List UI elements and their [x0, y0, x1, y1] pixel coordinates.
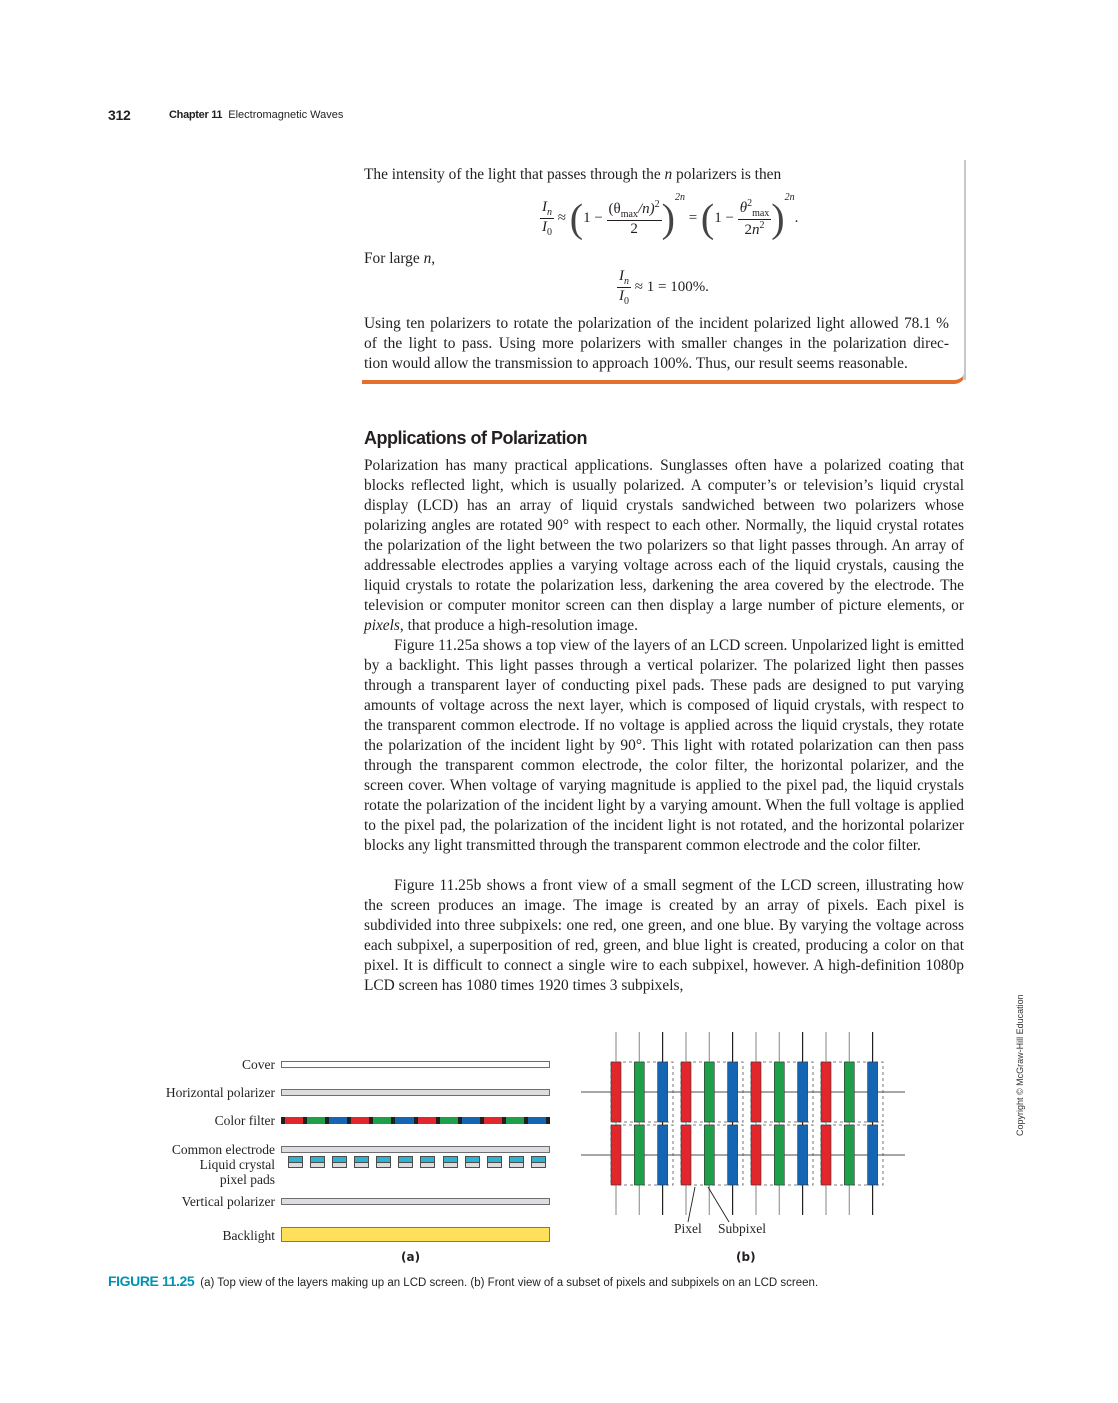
- subpixel-blue: [868, 1062, 878, 1122]
- subpixel-green: [774, 1062, 784, 1122]
- paragraph-2: Figure 11.25a shows a top view of the layers of an LCD screen. Unpolarized light is emitted by a backlight. This light passes through a vertical polarizer. The polarized light then passes through a transparent layer of conducting pixel pads. These pads are designed to put varying amounts of voltage across the next layer, which is composed of liquid crystals, with respect to the transparent common electrode. If no voltage is applied across the liquid crystals, they rotate the polarization of the incident light by 90°. This light with rotated polarization can then pass through the transparent common electrode, the color filter, the horizontal polarizer, and the screen cover. When voltage of varying magnitude is applied to the pixel pad, the liquid crystals rotate the polarization of the incident light by a varying amount. When the full voltage is applied to the pixel pad, the polarization of the incident light is not rotated, and the horizontal polarizer blocks any light transmitted through the transparent common electrode and the color filter.: [364, 637, 964, 854]
- pixel-pad: [487, 1156, 502, 1168]
- pixel-pad: [398, 1156, 413, 1168]
- subpixel-red: [611, 1125, 621, 1185]
- pixel-pad: [288, 1156, 303, 1168]
- panel-b-label: (b): [736, 1250, 756, 1264]
- copyright-notice: Copyright © McGraw-Hill Education: [1015, 994, 1025, 1136]
- filter-blue: [395, 1117, 413, 1124]
- pixel-pad: [310, 1156, 325, 1168]
- subpixel-green: [774, 1125, 784, 1185]
- subpixel-red: [611, 1062, 621, 1122]
- filter-green: [440, 1117, 458, 1124]
- panel-a-label: (a): [401, 1250, 421, 1264]
- label-color-filter: Color filter: [214, 1113, 275, 1128]
- label-cover: Cover: [242, 1057, 275, 1072]
- subpixel-blue: [658, 1062, 668, 1122]
- subpixel-green: [634, 1062, 644, 1122]
- label-horizontal-polarizer: Horizontal polarizer: [165, 1085, 275, 1100]
- page-number: 312: [108, 107, 131, 123]
- chapter-title: Electromagnetic Waves: [228, 109, 344, 121]
- label-backlight: Backlight: [222, 1228, 275, 1243]
- pixel-grid-diagram: [575, 1020, 915, 1230]
- filter-blue: [528, 1117, 546, 1124]
- for-large-n: For large n,: [364, 250, 436, 267]
- equation-2: $\frac{I_n}{I_0}$ ≈ 1 = 100%.: [619, 268, 709, 307]
- subpixel-blue: [658, 1125, 668, 1185]
- example-conclusion-line-1: Using ten polarizers to rotate the polarization of the incident polarized light allowed 78.1 %: [364, 315, 949, 332]
- subpixel-red: [751, 1062, 761, 1122]
- pixel-pad: [420, 1156, 435, 1168]
- example-conclusion-line-3: tion would allow the transmission to approach 100%. Thus, our result seems reasonable.: [364, 355, 908, 372]
- layer-vertical-polarizer: [281, 1198, 550, 1205]
- filter-green: [506, 1117, 524, 1124]
- label-liquid-crystal-pixel-pads: Liquid crystal pixel pads: [199, 1157, 275, 1187]
- subpixel-green: [844, 1062, 854, 1122]
- filter-red: [285, 1117, 303, 1124]
- filter-green: [373, 1117, 391, 1124]
- filter-red: [418, 1117, 436, 1124]
- equation-1: $\frac{I_n}{I_0}$ ≈ (1 − $\frac{(\theta_{max}/n)^2}{2}$ )$^{2n}$ = (1 − $\frac{\theta^2_{max}}{2n^2}$ )$^{2n}$.: [542, 192, 799, 241]
- layer-horizontal-polarizer: [281, 1089, 550, 1096]
- subpixel-blue: [868, 1125, 878, 1185]
- subpixel-red: [681, 1125, 691, 1185]
- pixel-pad: [332, 1156, 347, 1168]
- subpixel-green: [704, 1062, 714, 1122]
- chapter-label: Chapter 11: [169, 109, 223, 121]
- filter-blue: [462, 1117, 480, 1124]
- layer-liquid-crystal-pixel-pads: [288, 1156, 546, 1168]
- paragraph-1: Polarization has many practical applications. Sunglasses often have a polarized coating that blocks reflected light, which is usually polarized. A computer’s or television’s liquid crystal display (LCD) has an array of liquid crystals sandwiched between two polarizers whose polarizing angles are rotated 90° with respect to each other. Normally, the liquid crystal rotates the polarization of the light between the two polarizers so that light passes through. An array of addressable electrodes applies a varying voltage across each of the liquid crystals, causing the liquid crystals to rotate the polarization less, darkening the area covered by the electrode. The television or computer monitor screen can then display a large number of picture elements, or pixels, that produce a high-resolution image.: [364, 457, 964, 634]
- label-common-electrode: Common electrode: [171, 1142, 275, 1157]
- example-intro: The intensity of the light that passes through the n polarizers is then: [364, 166, 782, 183]
- subpixel-red: [681, 1062, 691, 1122]
- pixel-pad: [354, 1156, 369, 1168]
- pixel-pad: [465, 1156, 480, 1168]
- paragraph-3: Figure 11.25b shows a front view of a small segment of the LCD screen, illustrating how the screen produces an image. The image is created by an array of pixels. Each pixel is subdivided into three subpixels: one red, one green, and one blue. By varying the voltage across each subpixel, a superposition of red, green, and blue light is created, producing a color on that pixel. It is difficult to connect a single wire to each subpixel, however. A high-definition 1080p LCD screen has 1080 times 1920 times 3 subpixels,: [364, 877, 964, 994]
- subpixel-blue: [728, 1062, 738, 1122]
- layer-common-electrode: [281, 1146, 550, 1153]
- filter-blue: [329, 1117, 347, 1124]
- label-vertical-polarizer: Vertical polarizer: [181, 1194, 275, 1209]
- filter-separator: [546, 1117, 550, 1124]
- subpixel-annotation: Subpixel: [718, 1221, 767, 1236]
- pixel-pad: [376, 1156, 391, 1168]
- filter-red: [351, 1117, 369, 1124]
- layer-backlight: [281, 1227, 550, 1242]
- filter-green: [307, 1117, 325, 1124]
- pixel-pad: [443, 1156, 458, 1168]
- section-heading: Applications of Polarization: [364, 428, 588, 448]
- figure-label: FIGURE 11.25: [108, 1273, 195, 1289]
- caption-text: (a) Top view of the layers making up an LCD screen. (b) Front view of a subset of pixels and subpixels on an LCD screen.: [200, 1277, 819, 1289]
- subpixel-blue: [798, 1062, 808, 1122]
- subpixel-red: [821, 1062, 831, 1122]
- subpixel-green: [704, 1125, 714, 1185]
- running-header: [169, 109, 343, 121]
- subpixel-blue: [728, 1125, 738, 1185]
- filter-red: [484, 1117, 502, 1124]
- pixel-pad: [531, 1156, 546, 1168]
- pixel-annotation: Pixel: [674, 1221, 702, 1236]
- subpixel-red: [751, 1125, 761, 1185]
- layer-cover: [281, 1061, 550, 1068]
- layer-color-filter: [281, 1117, 550, 1124]
- subpixel-red: [821, 1125, 831, 1185]
- subpixel-green: [634, 1125, 644, 1185]
- figure-caption: [108, 1273, 818, 1289]
- example-conclusion-line-2: of the light to pass. Using more polarizers with smaller changes in the polarization direc-: [364, 335, 949, 352]
- subpixel-blue: [798, 1125, 808, 1185]
- subpixel-green: [844, 1125, 854, 1185]
- pixel-pad: [509, 1156, 524, 1168]
